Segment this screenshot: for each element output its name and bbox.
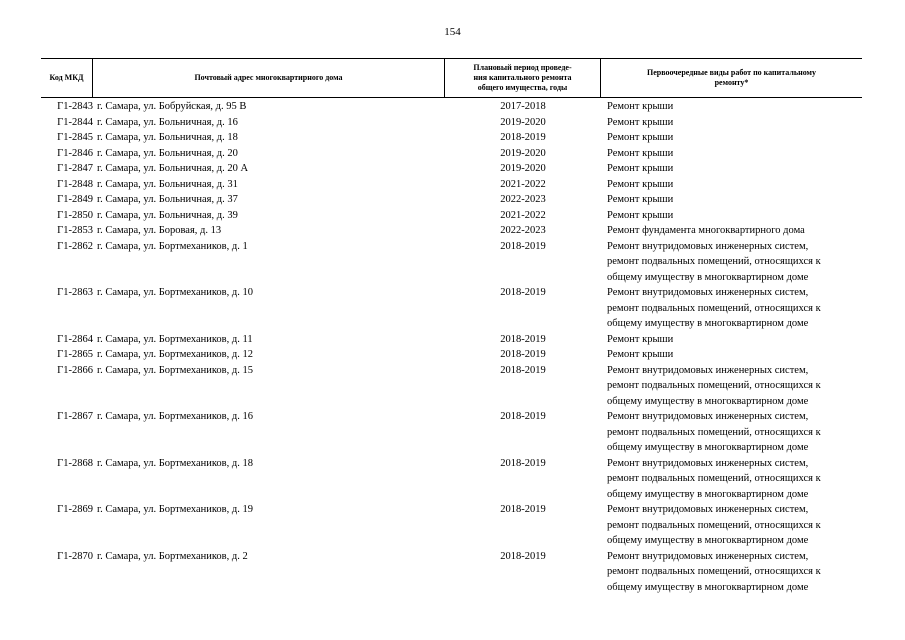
row-address: г. Самара, ул. Бортмехаников, д. 12 [97, 349, 253, 360]
row-code: Г1-2866 [57, 364, 93, 376]
row-works-line: ремонт подвальных помещений, относящихся к [607, 473, 821, 484]
row-works [601, 456, 862, 503]
table-row [41, 347, 862, 363]
row-works-line: Ремонт внутридомовых инженерных систем, [607, 550, 809, 562]
row-address: г. Самара, ул. Больничная, д. 18 [97, 132, 238, 143]
row-code: Г1-2850 [57, 209, 93, 221]
table-row [41, 223, 862, 239]
row-code: Г1-2870 [57, 550, 93, 562]
table-row [41, 161, 862, 177]
row-works-line: Ремонт крыши [607, 101, 674, 112]
row-period: 2017-2018 [500, 101, 546, 112]
row-period: 2021-2022 [500, 209, 546, 221]
row-address: г. Самара, ул. Бобруйская, д. 95 В [97, 101, 247, 112]
row-period: 2018-2019 [500, 550, 546, 562]
table-row [41, 146, 862, 162]
row-period: 2018-2019 [500, 132, 546, 143]
row-code: Г1-2845 [57, 132, 93, 143]
row-works-line: Ремонт внутридомовых инженерных систем, [607, 364, 809, 376]
row-address: г. Самара, ул. Бортмехаников, д. 11 [97, 333, 253, 345]
table-row [41, 115, 862, 131]
row-address: г. Самара, ул. Бортмехаников, д. 10 [97, 287, 253, 298]
row-period: 2019-2020 [500, 163, 546, 174]
row-works-line: Ремонт крыши [607, 132, 674, 143]
row-address: г. Самара, ул. Больничная, д. 16 [97, 116, 238, 128]
table-row [41, 409, 862, 456]
row-code: Г1-2849 [57, 194, 93, 205]
row-address: г. Самара, ул. Бортмехаников, д. 2 [97, 550, 248, 562]
row-works-line: Ремонт внутридомовых инженерных систем, [607, 240, 809, 252]
row-works-line: ремонт подвальных помещений, относящихся к [607, 519, 821, 531]
row-period: 2018-2019 [500, 504, 546, 515]
row-address: г. Самара, ул. Боровая, д. 13 [97, 225, 222, 236]
row-works [601, 409, 862, 456]
row-period: 2021-2022 [500, 178, 546, 190]
row-code: Г1-2867 [57, 411, 93, 422]
row-works-line: Ремонт крыши [607, 178, 674, 190]
row-works [601, 208, 862, 224]
row-works-line: Ремонт фундамента многоквартирного дома [607, 225, 805, 236]
row-code: Г1-2846 [57, 147, 93, 159]
table-row [41, 502, 862, 549]
row-works-line: Ремонт крыши [607, 209, 674, 221]
row-works-line: общему имуществу в многоквартирном доме [607, 318, 809, 329]
table-row [41, 208, 862, 224]
row-address: г. Самара, ул. Бортмехаников, д. 18 [97, 457, 253, 469]
row-works-line: Ремонт внутридомовых инженерных систем, [607, 411, 809, 422]
table-row [41, 456, 862, 503]
row-works [601, 130, 862, 146]
row-address: г. Самара, ул. Бортмехаников, д. 1 [97, 240, 248, 252]
table-row [41, 130, 862, 146]
header-period [445, 59, 601, 97]
row-works-line: общему имуществу в многоквартирном доме [607, 535, 809, 546]
row-works-line: общему имуществу в многоквартирном доме [607, 395, 809, 407]
row-period: 2018-2019 [500, 457, 546, 469]
row-works-line: ремонт подвальных помещений, относящихся к [607, 566, 821, 577]
table-row [41, 239, 862, 286]
row-period: 2018-2019 [500, 287, 546, 298]
row-code: Г1-2844 [57, 116, 93, 128]
row-period: 2018-2019 [500, 349, 546, 360]
row-code: Г1-2868 [57, 457, 93, 469]
row-works-line: Ремонт крыши [607, 194, 674, 205]
header-works [601, 59, 862, 97]
table-row [41, 177, 862, 193]
row-code: Г1-2869 [57, 504, 93, 515]
row-address: г. Самара, ул. Бортмехаников, д. 19 [97, 504, 253, 515]
row-works-line: Ремонт крыши [607, 116, 674, 128]
header-works-line: Первоочередные виды работ по капитальному [646, 68, 816, 77]
header-address: Почтовый адрес многоквартирного дома [93, 59, 445, 97]
row-address: г. Самара, ул. Больничная, д. 37 [97, 194, 238, 205]
row-works-line: общему имуществу в многоквартирном доме [607, 581, 809, 593]
row-works-line: ремонт подвальных помещений, относящихся к [607, 380, 821, 391]
row-works [601, 332, 862, 348]
row-period: 2019-2020 [500, 116, 546, 128]
row-period: 2022-2023 [500, 225, 546, 236]
header-period-line: ния капитального ремонта [473, 73, 572, 82]
row-works [601, 161, 862, 177]
row-works [601, 239, 862, 286]
row-period: 2018-2019 [500, 333, 546, 345]
row-works [601, 115, 862, 131]
header-period-line: общего имущества, годы [477, 83, 568, 92]
row-address: г. Самара, ул. Бортмехаников, д. 16 [97, 411, 253, 422]
row-code: Г1-2848 [57, 178, 93, 190]
table-row [41, 285, 862, 332]
table-row [41, 363, 862, 410]
row-works-line: Ремонт крыши [607, 333, 674, 345]
table-row [41, 99, 862, 115]
row-works [601, 549, 862, 596]
row-works [601, 192, 862, 208]
row-code: Г1-2853 [57, 225, 93, 236]
table-row [41, 192, 862, 208]
row-code: Г1-2864 [57, 333, 93, 345]
header-works-line: ремонту* [714, 78, 749, 87]
table-header [41, 58, 862, 98]
row-works-line: Ремонт крыши [607, 163, 674, 174]
page-number: 154 [444, 26, 461, 38]
row-works-line: ремонт подвальных помещений, относящихся к [607, 426, 821, 438]
row-works-line: Ремонт внутридомовых инженерных систем, [607, 287, 809, 298]
row-address: г. Самара, ул. Больничная, д. 39 [97, 209, 238, 221]
row-period: 2018-2019 [500, 364, 546, 376]
row-works [601, 223, 862, 239]
table-row [41, 549, 862, 596]
row-address: г. Самара, ул. Больничная, д. 20 А [97, 163, 249, 174]
row-works-line: общему имуществу в многоквартирном доме [607, 488, 809, 500]
row-period: 2018-2019 [500, 240, 546, 252]
row-works [601, 177, 862, 193]
row-works [601, 285, 862, 332]
table-body [41, 99, 862, 595]
row-code: Г1-2847 [57, 163, 93, 174]
row-works-line: общему имуществу в многоквартирном доме [607, 271, 809, 283]
table-row [41, 332, 862, 348]
row-works-line: общему имуществу в многоквартирном доме [607, 442, 809, 453]
row-works-line: Ремонт внутридомовых инженерных систем, [607, 504, 809, 515]
row-works [601, 146, 862, 162]
row-works [601, 99, 862, 115]
header-code: Код МКД [41, 59, 93, 97]
row-period: 2019-2020 [500, 147, 546, 159]
row-works [601, 363, 862, 410]
row-code: Г1-2843 [57, 101, 93, 112]
row-works-line: Ремонт крыши [607, 349, 674, 360]
row-works [601, 502, 862, 549]
row-works-line: ремонт подвальных помещений, относящихся к [607, 302, 821, 314]
row-address: г. Самара, ул. Больничная, д. 31 [97, 178, 238, 190]
row-period: 2018-2019 [500, 411, 546, 422]
row-works [601, 347, 862, 363]
row-code: Г1-2862 [57, 240, 93, 252]
row-works-line: Ремонт крыши [607, 147, 674, 159]
row-works-line: ремонт подвальных помещений, относящихся к [607, 256, 821, 267]
row-address: г. Самара, ул. Больничная, д. 20 [97, 147, 238, 159]
row-code: Г1-2865 [57, 349, 93, 360]
row-period: 2022-2023 [500, 194, 546, 205]
row-works-line: Ремонт внутридомовых инженерных систем, [607, 457, 809, 469]
row-code: Г1-2863 [57, 287, 93, 298]
header-period-line: Плановый период проведе- [473, 63, 572, 72]
row-address: г. Самара, ул. Бортмехаников, д. 15 [97, 364, 253, 376]
